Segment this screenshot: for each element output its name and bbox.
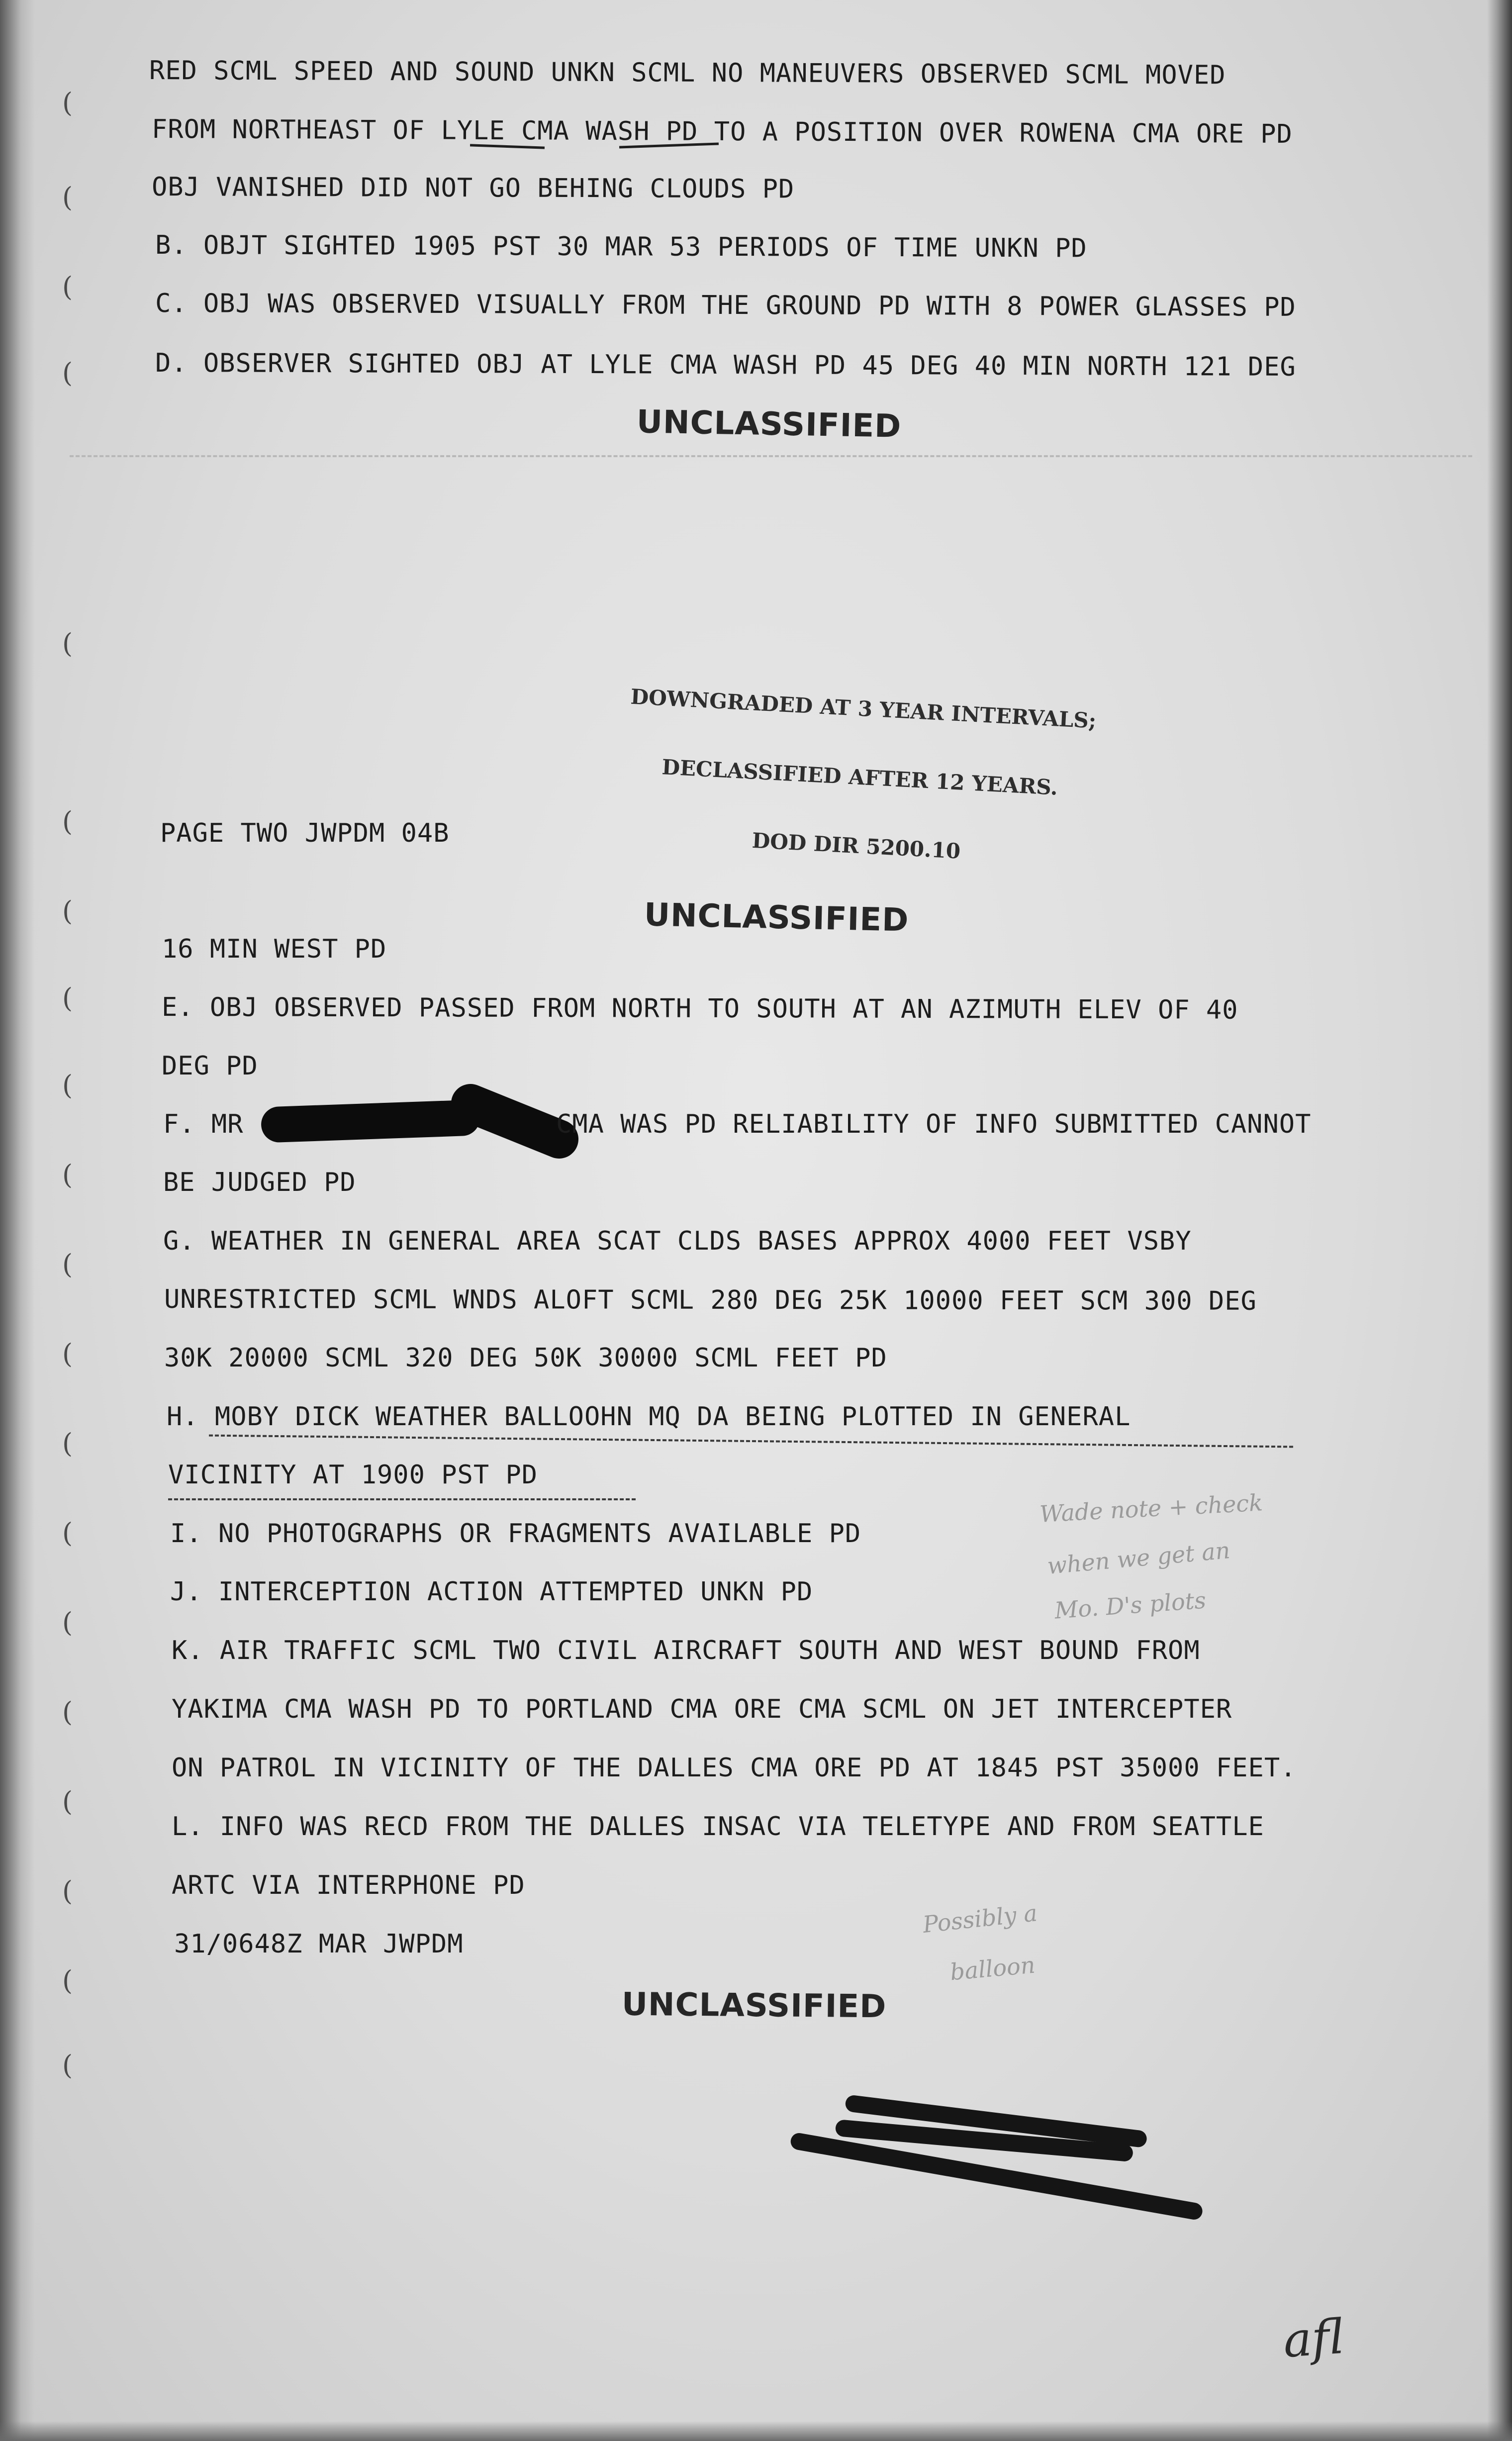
teletype-line: FROM NORTHEAST OF LYLE CMA WASH PD TO A POSITION OVER ROWENA CMA ORE PD <box>151 114 1293 150</box>
teletype-line: YAKIMA CMA WASH PD TO PORTLAND CMA ORE CMA SCML ON JET INTERCEPTER <box>172 1694 1232 1724</box>
teletype-line: DEG PD <box>162 1051 258 1081</box>
handwritten-corner-mark: afl <box>1281 2308 1346 2369</box>
margin-punch-mark: ( <box>62 1070 73 1101</box>
classification-stamp: UNCLASSIFIED <box>644 896 910 939</box>
margin-punch-mark: ( <box>62 2050 73 2081</box>
page-edge-shadow-left <box>0 0 35 2441</box>
handwritten-note: Mo. D's plots <box>1053 1586 1207 1624</box>
teletype-line: RED SCML SPEED AND SOUND UNKN SCML NO MANEUVERS OBSERVED SCML MOVED <box>149 56 1226 91</box>
page-edge-shadow-bottom <box>0 2421 1512 2441</box>
downgrade-stamp-line: DOWNGRADED AT 3 YEAR INTERVALS; <box>630 684 1097 733</box>
teletype-line: 16 MIN WEST PD <box>162 934 387 964</box>
margin-punch-mark: ( <box>62 982 73 1014</box>
margin-punch-mark: ( <box>62 1249 73 1280</box>
margin-punch-mark: ( <box>62 1786 73 1817</box>
teletype-line: G. WEATHER IN GENERAL AREA SCAT CLDS BASES APPROX 4000 FEET VSBY <box>163 1226 1192 1256</box>
margin-punch-mark: ( <box>62 1875 73 1907</box>
margin-punch-mark: ( <box>62 357 73 389</box>
teletype-line: C. OBJ WAS OBSERVED VISUALLY FROM THE GROUND PD WITH 8 POWER GLASSES PD <box>155 289 1296 323</box>
teletype-line: E. OBJ OBSERVED PASSED FROM NORTH TO SOUTH AT AN AZIMUTH ELEV OF 40 <box>161 992 1238 1025</box>
downgrade-stamp <box>620 640 1099 915</box>
teletype-line: OBJ VANISHED DID NOT GO BEHING CLOUDS PD <box>151 172 795 204</box>
handwritten-note: Wade note + check <box>1039 1489 1264 1528</box>
margin-punch-mark: ( <box>62 806 73 837</box>
classification-stamp: UNCLASSIFIED <box>621 1986 887 2026</box>
handwritten-note: when we get an <box>1046 1537 1231 1579</box>
teletype-line: F. MR <box>163 1109 244 1139</box>
teletype-line: VICINITY AT 1900 PST PD <box>168 1460 538 1490</box>
teletype-line: H. MOBY DICK WEATHER BALLOOHN MQ DA BEING PLOTTED IN GENERAL <box>167 1402 1131 1432</box>
margin-punch-mark: ( <box>62 1965 73 1996</box>
handwritten-note: Possibly a <box>921 1899 1039 1938</box>
teletype-line: ON PATROL IN VICINITY OF THE DALLES CMA ORE PD AT 1845 PST 35000 FEET. <box>172 1753 1297 1783</box>
margin-punch-mark: ( <box>62 895 73 927</box>
page-fold-line <box>70 455 1472 457</box>
teletype-line: K. AIR TRAFFIC SCML TWO CIVIL AIRCRAFT SOUTH AND WEST BOUND FROM <box>172 1636 1200 1665</box>
margin-punch-mark: ( <box>62 271 73 302</box>
teletype-line: CMA WAS PD RELIABILITY OF INFO SUBMITTED CANNOT <box>556 1109 1312 1139</box>
margin-punch-mark: ( <box>62 1607 73 1638</box>
margin-punch-mark: ( <box>62 1159 73 1190</box>
classification-stamp: UNCLASSIFIED <box>636 403 902 445</box>
teletype-line: 30K 20000 SCML 320 DEG 50K 30000 SCML FEET PD <box>164 1343 887 1373</box>
margin-punch-mark: ( <box>62 1338 73 1369</box>
teletype-line: D. OBSERVER SIGHTED OBJ AT LYLE CMA WASH PD 45 DEG 40 MIN NORTH 121 DEG <box>155 348 1296 383</box>
margin-punch-mark: ( <box>62 1428 73 1459</box>
pen-underline <box>209 1435 1293 1448</box>
teletype-line: BE JUDGED PD <box>163 1168 356 1197</box>
teletype-line: ARTC VIA INTERPHONE PD <box>172 1870 525 1900</box>
margin-punch-mark: ( <box>62 1517 73 1549</box>
teletype-line: 31/0648Z MAR JWPDM <box>174 1929 464 1959</box>
redaction-mark <box>261 1099 480 1143</box>
teletype-line: B. OBJT SIGHTED 1905 PST 30 MAR 53 PERIODS OF TIME UNKN PD <box>155 230 1087 264</box>
margin-punch-mark: ( <box>62 182 73 213</box>
downgrade-stamp-line: DECLASSIFIED AFTER 12 YEARS. <box>661 755 1059 800</box>
handwritten-note: balloon <box>948 1951 1037 1986</box>
margin-punch-mark: ( <box>62 628 73 659</box>
page-edge-shadow-right <box>1487 0 1512 2441</box>
teletype-line: L. INFO WAS RECD FROM THE DALLES INSAC VIA TELETYPE AND FROM SEATTLE <box>172 1812 1264 1842</box>
teletype-line: J. INTERCEPTION ACTION ATTEMPTED UNKN PD <box>170 1577 813 1607</box>
downgrade-stamp-line: DOD DIR 5200.10 <box>751 828 961 864</box>
margin-punch-mark: ( <box>62 1696 73 1728</box>
pen-underline <box>168 1498 636 1500</box>
teletype-line: UNRESTRICTED SCML WNDS ALOFT SCML 280 DEG 25K 10000 FEET SCM 300 DEG <box>164 1284 1257 1316</box>
teletype-line: I. NO PHOTOGRAPHS OR FRAGMENTS AVAILABLE PD <box>170 1519 861 1549</box>
page-header: PAGE TWO JWPDM 04B <box>160 818 450 848</box>
margin-punch-mark: ( <box>62 87 73 118</box>
